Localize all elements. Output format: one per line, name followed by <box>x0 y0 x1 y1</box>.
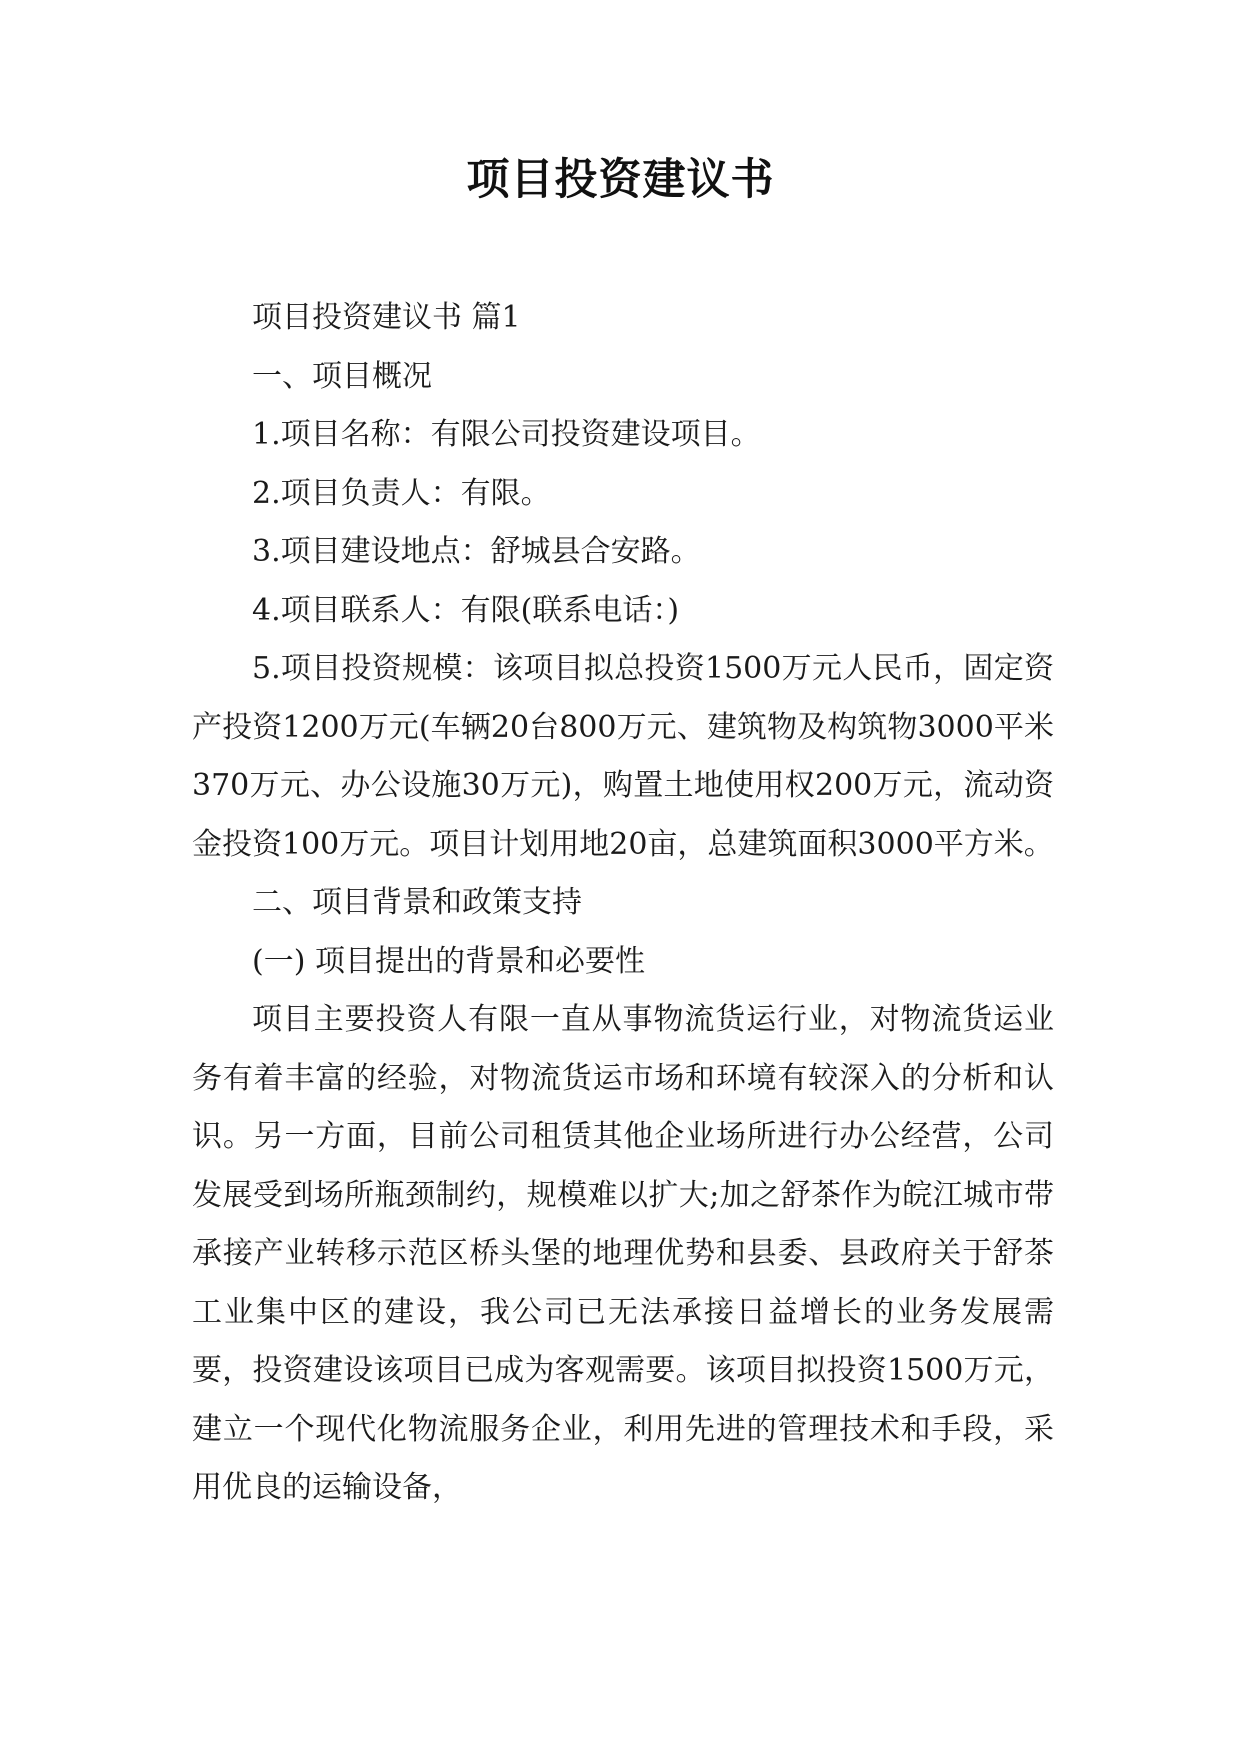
document-body <box>192 289 1054 1518</box>
subsection-heading-necessity: (一) 项目提出的背景和必要性 <box>252 943 645 979</box>
paragraph-background-detail: 项目主要投资人有限一直从事物流货运行业，对物流货运业务有着丰富的经验，对物流货运市场和环境有较深入的分析和认识。另一方面，目前公司租赁其他企业场所进行办公经营，公司发展受到场所瓶颈制约，规模难以扩大;加之舒茶作为皖江城市带承接产业转移示范区桥头堡的地理优势和县委、县政府关于舒茶工业集中区的建设，我公司已无法承接日益增长的业务发展需要，投资建设该项目已成为客观需要。该项目拟投资1500万元，建立一个现代化物流服务企业，利用先进的管理技术和手段，采用优良的运输设备， <box>192 1002 1054 1505</box>
item-project-contact: 4.项目联系人：有限(联系电话：) <box>252 592 680 628</box>
document-title: 项目投资建议书 <box>466 155 775 205</box>
item-project-location: 3.项目建设地点：舒城县合安路。 <box>252 534 701 569</box>
section-heading-background: 二、项目背景和政策支持 <box>252 885 582 920</box>
item-investment-scale: 5.项目投资规模：该项目拟总投资1500万元人民币，固定资产投资1200万元(车辆20台800万元、建筑物及构筑物3000平米370万元、办公设施30万元)，购置土地使用权200万元，流动资金投资100万元。项目计划用地20亩，总建筑面积3000平方米。 <box>192 651 1054 862</box>
section-heading-part: 项目投资建议书 篇1 <box>252 300 521 335</box>
item-project-leader: 2.项目负责人：有限。 <box>252 475 551 511</box>
item-project-name: 1.项目名称：有限公司投资建设项目。 <box>252 417 761 452</box>
section-heading-overview: 一、项目概况 <box>252 358 432 394</box>
